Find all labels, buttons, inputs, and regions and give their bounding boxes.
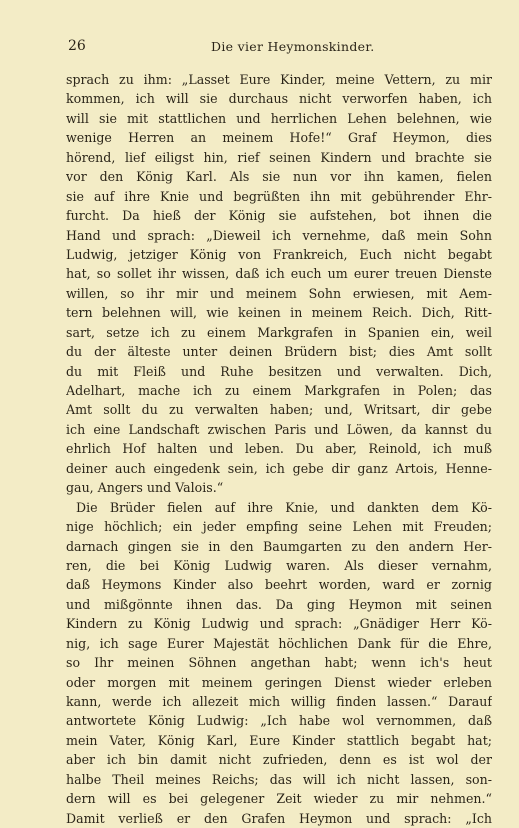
text-line: und mißgönnte ihnen das. Da ging Heymon mit seinen	[66, 596, 492, 612]
text-line: antwortete König Ludwig: „Ich habe wol vernommen, daß	[66, 713, 492, 729]
text-line: Adelhart, mache ich zu einem Markgrafen in Polen; das	[66, 383, 492, 398]
text-line: darnach gingen sie in den Baumgarten zu den andern Her-	[66, 538, 492, 554]
text-line: Amt sollt du zu verwalten haben; und, Writsart, dir gebe	[66, 402, 492, 418]
text-line: hörend, lief eiligst hin, rief seinen Kindern und brachte sie	[66, 149, 492, 165]
text-line: dern will es bei gelegener Zeit wieder zu mir nehmen.“	[66, 791, 492, 807]
text-line: gau, Angers und Valois.“	[66, 480, 224, 496]
text-line: sart, setze ich zu einem Markgrafen in Spanien ein, weil	[66, 324, 492, 340]
text-line: oder morgen mit meinem geringen Dienst wieder erleben	[66, 674, 492, 690]
text-line: mein Vater, König Karl, Eure Kinder stattlich begabt hat;	[66, 732, 492, 748]
body-text	[66, 70, 492, 828]
text-line: sie auf ihre Knie und begrüßten ihn mit gebührender Ehr-	[66, 188, 492, 204]
running-head: Die vier Heymonskinder.	[211, 39, 375, 54]
text-line: kommen, ich will sie durchaus nicht verworfen haben, ich	[66, 91, 492, 107]
text-line: so Ihr meinen Söhnen angethan habt; wenn ich's heut	[66, 655, 492, 671]
text-line: will sie mit stattlichen und herrlichen Lehen belehnen, wie	[66, 110, 492, 126]
text-line: wenige Herren an meinem Hofe!“ Graf Heymon, dies	[66, 130, 492, 146]
page-header	[66, 38, 493, 58]
text-line: willen, so ihr mir und meinem Sohn erwiesen, mit Aem-	[66, 285, 492, 301]
text-line: Ludwig, jetziger König von Frankreich, Euch nicht begabt	[66, 246, 492, 262]
text-line: halbe Theil meines Reichs; das will ich nicht lassen, son-	[66, 771, 492, 787]
text-line: Die Brüder fielen auf ihre Knie, und dankten dem Kö-	[76, 499, 492, 515]
text-line: kann, werde ich allezeit mich willig finden lassen.“ Darauf	[66, 694, 492, 709]
page-number: 26	[68, 38, 86, 54]
text-line: tern belehnen will, wie keinen in meinem Reich. Dich, Ritt-	[66, 305, 492, 321]
text-line: hat, so sollet ihr wissen, daß ich euch um eurer treuen Dienste	[66, 266, 492, 282]
text-line: sprach zu ihm: „Lasset Eure Kinder, meine Vettern, zu mir	[66, 72, 492, 87]
text-line: Damit verließ er den Grafen Heymon und sprach: „Ich	[66, 810, 492, 826]
text-line: vor den König Karl. Als sie nun vor ihn kamen, fielen	[66, 169, 492, 185]
text-line: nig, ich sage Eurer Majestät höchlichen Dank für die Ehre,	[66, 635, 492, 651]
text-line: ren, die bei König Ludwig waren. Als dieser vernahm,	[66, 557, 492, 573]
text-line: Kindern zu König Ludwig und sprach: „Gnädiger Herr Kö-	[66, 616, 492, 632]
text-line: ehrlich Hof halten und leben. Du aber, Reinold, ich muß	[66, 441, 492, 457]
text-line: aber ich bin damit nicht zufrieden, denn es ist wol der	[66, 752, 492, 768]
text-line: deiner auch eingedenk sein, ich gebe dir ganz Artois, Henne-	[66, 460, 492, 476]
text-line: daß Heymons Kinder also beehrt worden, ward er zornig	[66, 577, 492, 593]
text-line: ich eine Landschaft zwischen Paris und Löwen, da kannst du	[66, 421, 492, 437]
text-line: furcht. Da hieß der König sie aufstehen, bot ihnen die	[66, 208, 492, 224]
text-line: nige höchlich; ein jeder empfing seine Lehen mit Freuden;	[66, 519, 492, 535]
text-line: du der älteste unter deinen Brüdern bist; dies Amt sollt	[66, 344, 492, 360]
text-line: du mit Fleiß und Ruhe besitzen und verwalten. Dich,	[66, 363, 492, 379]
text-line: Hand und sprach: „Dieweil ich vernehme, daß mein Sohn	[66, 227, 492, 243]
